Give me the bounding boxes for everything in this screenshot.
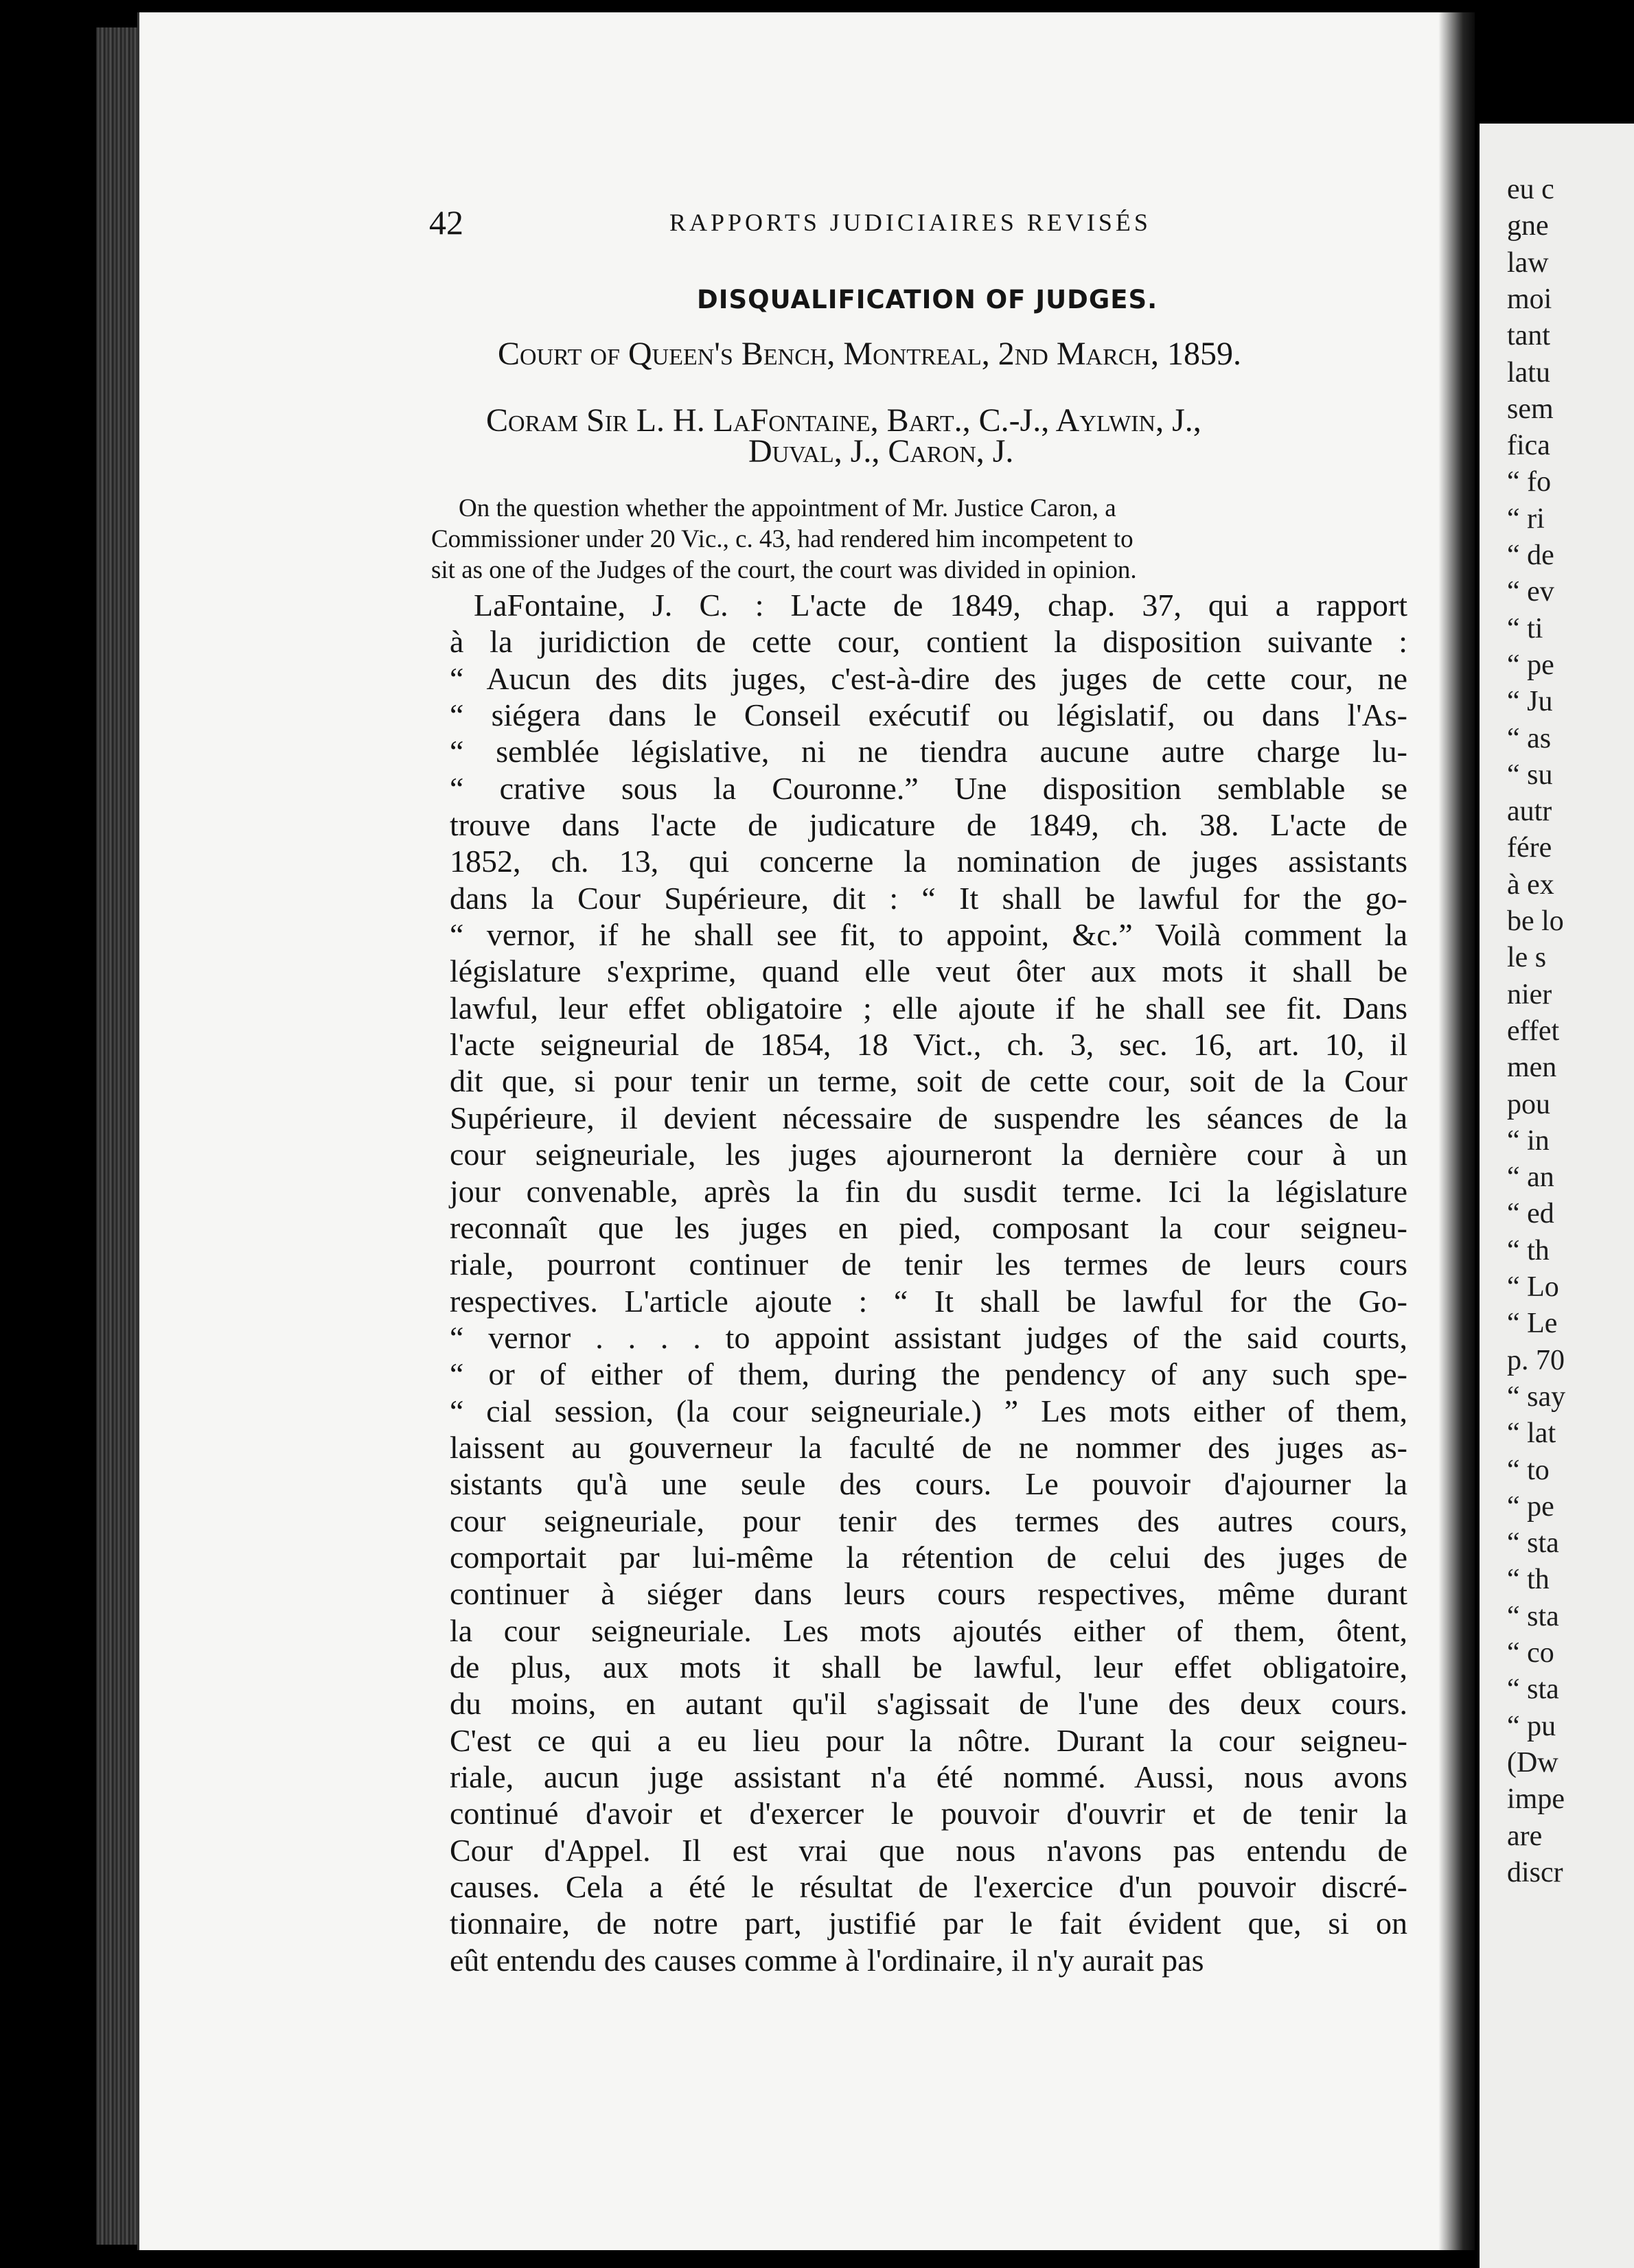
body-line: “ or of either of them, during the pendency of any such spe- [450,1356,1407,1392]
body-line: eût entendu des causes comme à l'ordinaire, il n'y aurait pas [450,1942,1204,1978]
facing-page-line: “ ti [1507,612,1543,645]
body-line: Cour d'Appel. Il est vrai que nous n'avons pas entendu de [450,1832,1407,1868]
body-line: cour seigneuriale, pour tenir des termes des autres cours, [450,1503,1407,1538]
body-line: Supérieure, il devient nécessaire de suspendre les séances de la [450,1100,1407,1135]
gutter-shadow [1438,0,1480,2268]
body-line: trouve dans l'acte de judicature de 1849, ch. 38. L'acte de [450,807,1407,843]
facing-page-line: “ say [1507,1380,1566,1413]
facing-page-line: “ co [1507,1637,1554,1669]
body-line: “ crative sous la Couronne.” Une disposition semblable se [450,770,1407,806]
body-line: continuer à siéger dans leurs cours respectives, même durant [450,1576,1407,1612]
facing-page-line: eu c [1507,174,1554,205]
summary-line: sit as one of the Judges of the court, the court was divided in opinion. [431,556,1137,584]
facing-page-line: “ Ju [1507,686,1553,718]
facing-page-line: law [1507,246,1549,279]
facing-page-line: discr [1507,1856,1563,1888]
facing-page-line: impe [1507,1783,1565,1816]
body-line: riale, aucun juge assistant n'a été nommé. Aussi, nous avons [450,1759,1407,1794]
body-line: C'est ce qui a eu lieu pour la nôtre. Durant la cour seigneu- [450,1722,1407,1758]
facing-page-line: “ fo [1507,466,1552,498]
facing-page-line: fica [1507,430,1550,462]
body-line: “ cial session, (la cour seigneuriale.) ” Les mots either of them, [450,1393,1407,1428]
body-line: riale, pourront continuer de tenir les termes de leurs cours [450,1247,1407,1282]
body-line: jour convenable, après la fin du susdit terme. Ici la législature [450,1173,1407,1209]
facing-page-line: “ ev [1507,576,1554,608]
body-line: “ vernor . . . . to appoint assistant judges of the said courts, [450,1319,1407,1355]
facing-page-line: “ th [1507,1564,1550,1596]
facing-page-line: pou [1507,1088,1550,1120]
facing-page-line: “ ed [1507,1198,1554,1230]
body-line: dit que, si pour tenir un terme, soit de cette cour, soit de la Cour [450,1063,1407,1099]
facing-page-line: p. 70 [1507,1344,1565,1376]
body-line: continué d'avoir et d'exercer le pouvoir d'ouvrir et de tenir la [450,1796,1407,1831]
facing-page-line: “ pe [1507,649,1554,681]
running-title: RAPPORTS JUDICIAIRES REVISÉS [669,209,1151,236]
body-line: la cour seigneuriale. Les mots ajoutés either of them, ôtent, [450,1612,1407,1648]
facing-page-line: “ sta [1507,1527,1559,1560]
summary-line: On the question whether the appointment of Mr. Justice Caron, a [459,494,1116,522]
facing-page-line: “ Le [1507,1308,1558,1340]
body-line: dans la Cour Supérieure, dit : “ It shall be lawful for the go- [450,880,1407,916]
body-line: “ siégera dans le Conseil exécutif ou législatif, ou dans l'As- [450,697,1407,733]
facing-page-fragment [1480,124,1634,2268]
facing-page-line: “ ri [1507,502,1545,535]
summary-line: Commissioner under 20 Vic., c. 43, had rendered him incompetent to [431,525,1134,553]
body-line: “ vernor, if he shall see fit, to appoint, &c.” Voilà comment la [450,917,1407,953]
facing-page-line: “ de [1507,540,1554,571]
facing-page-line: be lo [1507,905,1564,937]
case-title: DISQUALIFICATION OF JUDGES. [697,285,1158,314]
body-line: “ Aucun des dits juges, c'est-à-dire des juges de cette cour, ne [450,660,1407,696]
facing-page-line: effet [1507,1015,1560,1047]
facing-page-line: nier [1507,978,1552,1010]
facing-page-line: sem [1507,393,1554,425]
facing-page-line: autr [1507,796,1552,828]
facing-page-line: “ in [1507,1124,1550,1157]
body-line: sistants qu'à une seule des cours. Le pouvoir d'ajourner la [450,1466,1407,1502]
body-line: 1852, ch. 13, qui concerne la nomination de juges assistants [450,844,1407,879]
facing-page-line: “ an [1507,1161,1554,1194]
facing-page-line: “ pu [1507,1710,1556,1742]
facing-page-line: (Dw [1507,1746,1558,1779]
facing-page-line: “ sta [1507,1674,1559,1706]
facing-page-line: latu [1507,356,1550,389]
facing-page-line: “ Lo [1507,1271,1559,1303]
coram-line-1: Coram Sir L. H. LaFontaine, Bart., C.-J., Aylwin, J., [486,402,1201,439]
judgment-text [450,587,1407,1978]
court-line: Court of Queen's Bench, Montreal, 2nd March, 1859. [498,336,1241,372]
facing-page-line: “ pe [1507,1490,1554,1523]
headnote-summary [431,493,1399,586]
body-line: comportait par lui-même la rétention de celui des juges de [450,1539,1407,1575]
body-line: législature s'exprime, quand elle veut ôter aux mots it shall be [450,953,1407,989]
facing-page-line: “ su [1507,759,1553,791]
body-line: causes. Cela a été le résultat de l'exercice d'un pouvoir discré- [450,1869,1407,1905]
body-line: respectives. L'article ajoute : “ It shall be lawful for the Go- [450,1283,1407,1319]
body-line: du moins, en autant qu'il s'agissait de l'une des deux cours. [450,1686,1407,1722]
coram-line-2: Duval, J., Caron, J. [748,433,1014,470]
body-line: cour seigneuriale, les juges ajourneront la dernière cour à un [450,1137,1407,1172]
facing-page-line: “ th [1507,1234,1550,1266]
facing-page-line: “ sta [1507,1600,1559,1632]
facing-page-line: “ to [1507,1454,1550,1486]
body-line: tionnaire, de notre part, justifié par le fait évident que, si on [450,1906,1407,1941]
body-line: l'acte seigneurial de 1854, 18 Vict., ch. 3, sec. 16, art. 10, il [450,1027,1407,1063]
facing-page-line: à ex [1507,868,1554,901]
body-line: reconnaît que les juges en pied, composant la cour seigneu- [450,1210,1407,1245]
facing-page-line: tant [1507,320,1550,352]
facing-page-line: “ lat [1507,1418,1556,1450]
facing-page-line: “ as [1507,722,1552,754]
body-line: à la juridiction de cette cour, contient la disposition suivante : [450,624,1407,660]
body-line: lawful, leur effet obligatoire ; elle ajoute if he shall see fit. Dans [450,990,1407,1026]
facing-page-line: moi [1507,283,1552,315]
facing-page-line: are [1507,1820,1543,1852]
body-line: laissent au gouverneur la faculté de ne nommer des juges as- [450,1429,1407,1465]
facing-page-line: le s [1507,942,1547,974]
body-line: de plus, aux mots it shall be lawful, leur effet obligatoire, [450,1649,1407,1685]
running-head [429,202,1445,244]
facing-page-line: men [1507,1052,1557,1084]
page-number: 42 [429,203,463,242]
body-line: “ semblée législative, ni ne tiendra aucune autre charge lu- [450,734,1407,769]
facing-page-line: fére [1507,832,1552,864]
facing-page-line: gne [1507,210,1549,242]
body-line: LaFontaine, J. C. : L'acte de 1849, chap. 37, qui a rapport [474,588,1407,623]
